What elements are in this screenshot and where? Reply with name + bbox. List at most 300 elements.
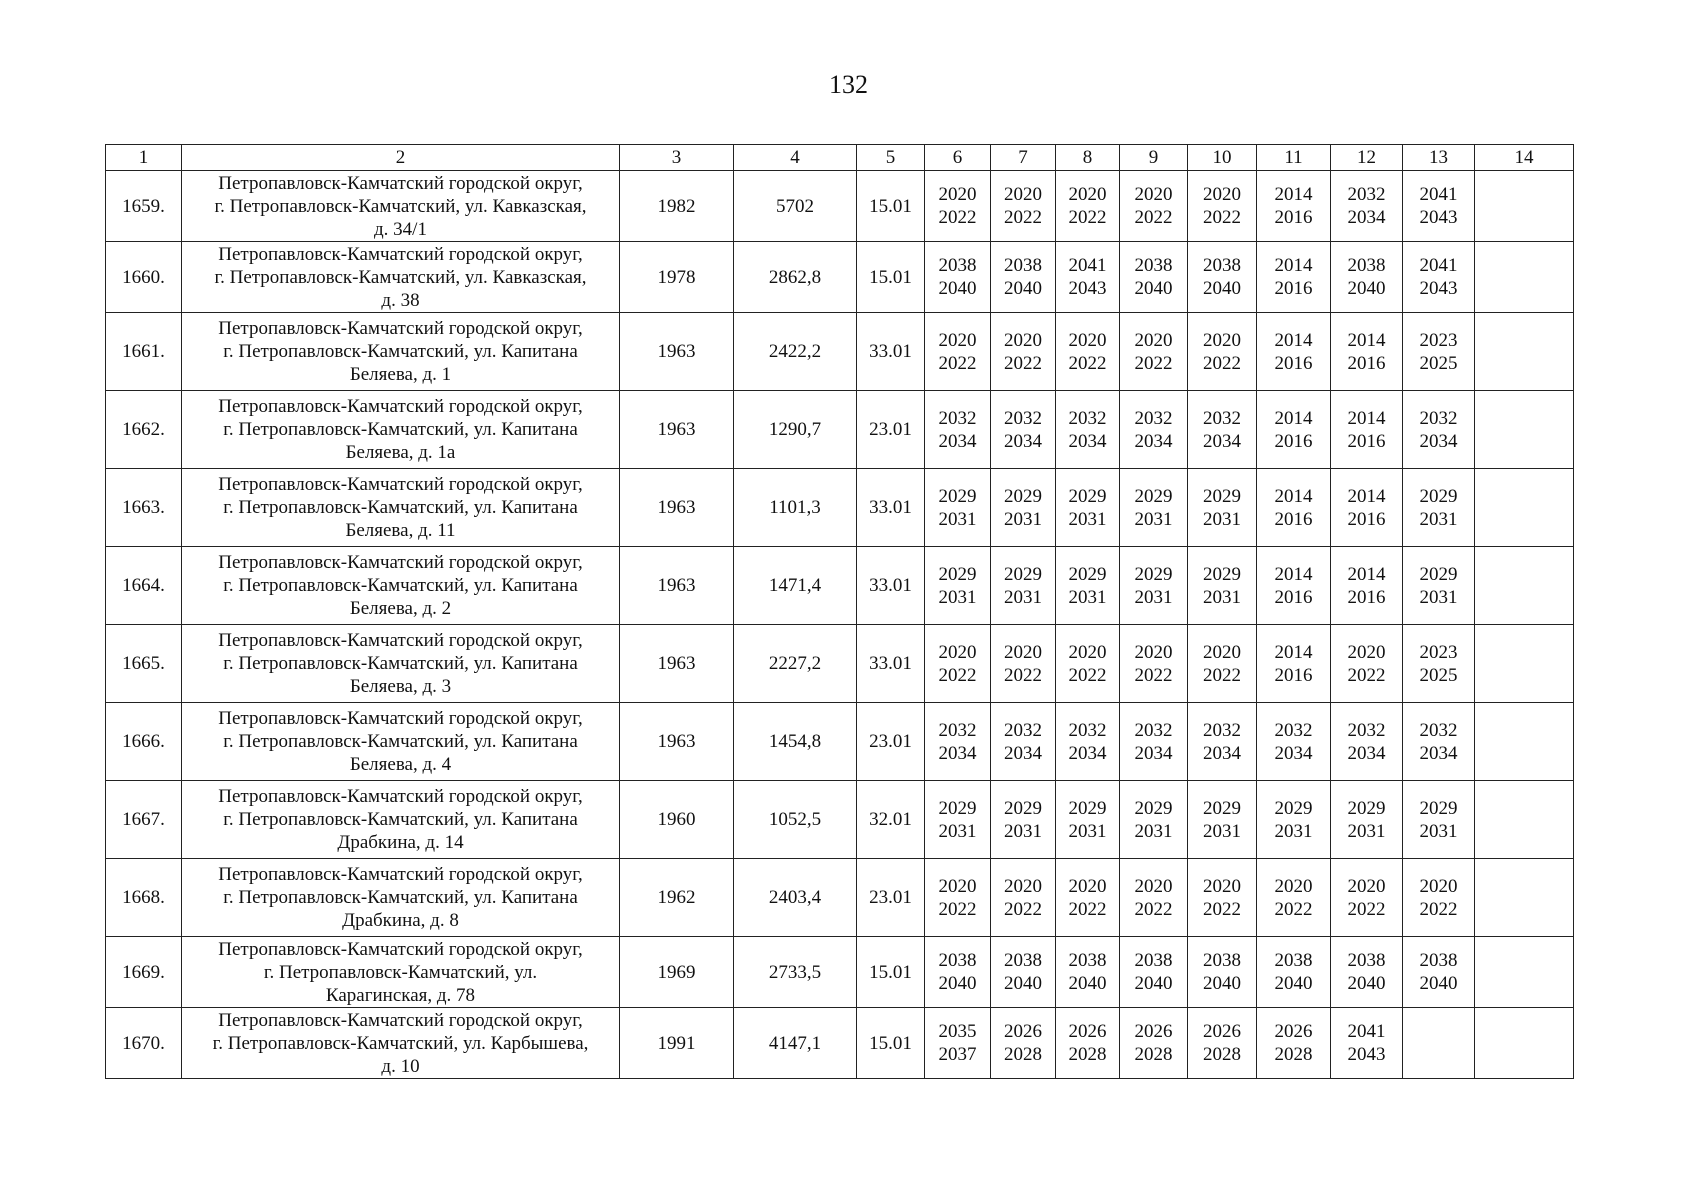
period-start: 2029 xyxy=(1347,797,1386,819)
period-start: 2023 xyxy=(1419,329,1458,351)
period-end: 2016 xyxy=(1274,664,1313,686)
column-header-2: 2 xyxy=(182,145,620,171)
period-start: 2014 xyxy=(1347,329,1386,351)
period-cell xyxy=(1056,703,1120,781)
address-line: г. Петропавловск-Камчатский, ул. Капитана xyxy=(223,653,578,674)
period-start: 2041 xyxy=(1347,1021,1386,1042)
year-cell: 1991 xyxy=(620,1008,734,1079)
column-header-11: 11 xyxy=(1257,145,1331,171)
period-cell xyxy=(1403,547,1475,625)
period-cell xyxy=(1331,171,1403,242)
row-number: 1662. xyxy=(106,391,182,469)
period-cell xyxy=(1403,242,1475,313)
period-end: 2022 xyxy=(1419,898,1458,920)
address-cell xyxy=(182,859,620,937)
period-cell xyxy=(1120,469,1188,547)
year-cell: 1960 xyxy=(620,781,734,859)
period-end: 2043 xyxy=(1068,278,1107,299)
period-cell xyxy=(1257,859,1331,937)
period-end: 2031 xyxy=(938,508,977,530)
address-cell xyxy=(182,625,620,703)
period-start: 2038 xyxy=(1419,950,1458,971)
period-end: 2040 xyxy=(1347,278,1386,299)
period-cell xyxy=(925,391,991,469)
address-cell xyxy=(182,937,620,1008)
table-row xyxy=(106,625,1574,703)
period-end: 2022 xyxy=(1134,352,1173,374)
period-cell xyxy=(925,703,991,781)
period-start: 2020 xyxy=(1274,875,1313,897)
period-cell xyxy=(1331,703,1403,781)
year-cell: 1963 xyxy=(620,547,734,625)
period-end: 2034 xyxy=(1134,742,1173,764)
period-cell xyxy=(991,625,1056,703)
period-end: 2031 xyxy=(1004,586,1042,608)
period-cell xyxy=(925,469,991,547)
address-line: Драбкина, д. 14 xyxy=(337,832,464,853)
period-start: 2014 xyxy=(1274,407,1313,429)
period-end: 2034 xyxy=(1347,742,1386,764)
period-cell xyxy=(991,1008,1056,1079)
column-header-1: 1 xyxy=(106,145,182,171)
period-start: 2041 xyxy=(1068,255,1107,276)
period-end: 2028 xyxy=(1203,1044,1241,1065)
code-cell: 15.01 xyxy=(857,937,925,1008)
period-start: 2020 xyxy=(1203,184,1241,205)
period-start: 2020 xyxy=(1004,875,1042,897)
period-cell xyxy=(1188,391,1257,469)
period-start: 2029 xyxy=(1004,485,1042,507)
col14-cell xyxy=(1475,469,1574,547)
period-end: 2028 xyxy=(1068,1044,1107,1065)
address-line: г. Петропавловск-Камчатский, ул. Капитана xyxy=(223,575,578,596)
address-line: Петропавловск-Камчатский городской округ, xyxy=(218,396,583,417)
column-header-14: 14 xyxy=(1475,145,1574,171)
period-start: 2029 xyxy=(1203,485,1241,507)
code-cell: 15.01 xyxy=(857,171,925,242)
period-end: 2022 xyxy=(1004,664,1042,686)
address-line: г. Петропавловск-Камчатский, ул. Капитана xyxy=(223,809,578,830)
period-start: 2029 xyxy=(1134,797,1173,819)
year-cell: 1978 xyxy=(620,242,734,313)
period-end: 2028 xyxy=(1274,1044,1313,1065)
period-cell xyxy=(925,1008,991,1079)
period-end: 2016 xyxy=(1274,430,1313,452)
period-start: 2029 xyxy=(1068,797,1107,819)
period-cell xyxy=(1331,781,1403,859)
period-start: 2029 xyxy=(1004,563,1042,585)
code-cell: 15.01 xyxy=(857,1008,925,1079)
period-cell xyxy=(1257,1008,1331,1079)
period-end: 2022 xyxy=(1004,207,1042,228)
period-cell xyxy=(1188,242,1257,313)
column-header-9: 9 xyxy=(1120,145,1188,171)
code-cell: 32.01 xyxy=(857,781,925,859)
table-row xyxy=(106,469,1574,547)
period-cell xyxy=(1257,171,1331,242)
row-number: 1664. xyxy=(106,547,182,625)
row-number: 1670. xyxy=(106,1008,182,1079)
period-cell xyxy=(1403,391,1475,469)
period-start: 2032 xyxy=(1203,719,1241,741)
period-cell xyxy=(1188,547,1257,625)
period-start: 2032 xyxy=(1068,407,1107,429)
row-number: 1669. xyxy=(106,937,182,1008)
period-start: 2020 xyxy=(1004,184,1042,205)
col14-cell xyxy=(1475,625,1574,703)
period-start: 2032 xyxy=(1419,407,1458,429)
period-cell xyxy=(1120,313,1188,391)
period-end: 2034 xyxy=(1203,742,1241,764)
area-cell: 2862,8 xyxy=(734,242,857,313)
code-cell: 15.01 xyxy=(857,242,925,313)
period-cell xyxy=(1056,171,1120,242)
period-cell xyxy=(1056,625,1120,703)
period-start: 2014 xyxy=(1274,329,1313,351)
period-cell xyxy=(1403,171,1475,242)
period-start: 2020 xyxy=(1203,329,1241,351)
period-end: 2028 xyxy=(1134,1044,1173,1065)
period-end: 2016 xyxy=(1274,207,1313,228)
period-start: 2029 xyxy=(938,563,977,585)
period-start: 2029 xyxy=(1004,797,1042,819)
table-row xyxy=(106,703,1574,781)
address-cell xyxy=(182,171,620,242)
table-row xyxy=(106,781,1574,859)
page-number: 132 xyxy=(829,70,868,99)
period-start: 2020 xyxy=(1068,641,1107,663)
period-end: 2040 xyxy=(1274,973,1313,994)
period-end: 2031 xyxy=(1203,820,1241,842)
area-cell: 1454,8 xyxy=(734,703,857,781)
address-line: Беляева, д. 4 xyxy=(349,754,452,775)
code-cell: 33.01 xyxy=(857,547,925,625)
period-cell xyxy=(1403,1008,1475,1079)
period-end: 2034 xyxy=(1004,742,1042,764)
column-header-5: 5 xyxy=(857,145,925,171)
period-end: 2025 xyxy=(1419,664,1458,686)
period-cell xyxy=(991,781,1056,859)
address-line: Петропавловск-Камчатский городской округ, xyxy=(218,708,583,729)
period-cell xyxy=(925,313,991,391)
area-cell: 2422,2 xyxy=(734,313,857,391)
period-start: 2032 xyxy=(1274,719,1313,741)
period-end: 2040 xyxy=(1134,278,1173,299)
year-cell: 1982 xyxy=(620,171,734,242)
period-end: 2031 xyxy=(938,820,977,842)
period-start: 2020 xyxy=(1004,641,1042,663)
period-cell xyxy=(925,171,991,242)
period-cell xyxy=(1257,625,1331,703)
period-start: 2026 xyxy=(1274,1021,1313,1042)
period-cell xyxy=(1056,859,1120,937)
period-start: 2029 xyxy=(1419,563,1458,585)
column-header-6: 6 xyxy=(925,145,991,171)
period-end: 2031 xyxy=(1274,820,1313,842)
period-end: 2034 xyxy=(1347,207,1386,228)
period-start: 2029 xyxy=(1203,797,1241,819)
period-end: 2034 xyxy=(1068,742,1107,764)
period-start: 2020 xyxy=(1203,875,1241,897)
period-end: 2031 xyxy=(1419,820,1458,842)
code-cell: 23.01 xyxy=(857,859,925,937)
period-cell xyxy=(1331,937,1403,1008)
period-end: 2040 xyxy=(938,973,977,994)
year-cell: 1962 xyxy=(620,859,734,937)
period-cell xyxy=(1331,1008,1403,1079)
period-start: 2020 xyxy=(1134,875,1173,897)
period-end: 2031 xyxy=(1134,586,1173,608)
period-cell xyxy=(925,937,991,1008)
period-cell xyxy=(1120,781,1188,859)
period-cell xyxy=(1056,469,1120,547)
period-start: 2026 xyxy=(1068,1021,1107,1042)
table-row xyxy=(106,547,1574,625)
area-cell: 5702 xyxy=(734,171,857,242)
period-end: 2022 xyxy=(1004,898,1042,920)
period-cell xyxy=(1403,469,1475,547)
col14-cell xyxy=(1475,859,1574,937)
period-start: 2032 xyxy=(1004,719,1042,741)
address-line: г. Петропавловск-Камчатский, ул. xyxy=(263,961,538,983)
address-line: Петропавловск-Камчатский городской округ, xyxy=(218,938,583,960)
period-start: 2029 xyxy=(938,797,977,819)
period-cell xyxy=(925,625,991,703)
area-cell: 1471,4 xyxy=(734,547,857,625)
period-end: 2022 xyxy=(1274,898,1313,920)
period-start: 2035 xyxy=(938,1021,977,1042)
period-start: 2020 xyxy=(1203,641,1241,663)
period-cell xyxy=(1331,859,1403,937)
period-start: 2014 xyxy=(1274,641,1313,663)
period-cell xyxy=(1257,242,1331,313)
address-cell xyxy=(182,781,620,859)
period-end: 2034 xyxy=(1134,430,1173,452)
period-end: 2022 xyxy=(938,664,977,686)
address-cell xyxy=(182,242,620,313)
period-start: 2020 xyxy=(1347,875,1386,897)
period-cell xyxy=(1188,625,1257,703)
period-cell xyxy=(1056,242,1120,313)
table-row xyxy=(106,242,1574,313)
period-start: 2032 xyxy=(1419,719,1458,741)
period-cell xyxy=(1056,391,1120,469)
period-cell xyxy=(1331,625,1403,703)
period-start: 2029 xyxy=(1134,563,1173,585)
period-cell xyxy=(1188,781,1257,859)
address-line: Петропавловск-Камчатский городской округ, xyxy=(218,172,583,194)
period-cell xyxy=(1403,625,1475,703)
period-end: 2040 xyxy=(1004,973,1042,994)
row-number: 1660. xyxy=(106,242,182,313)
period-cell xyxy=(991,391,1056,469)
period-end: 2034 xyxy=(938,742,977,764)
period-end: 2031 xyxy=(1419,508,1458,530)
period-start: 2020 xyxy=(938,329,977,351)
table-row xyxy=(106,313,1574,391)
period-start: 2014 xyxy=(1347,407,1386,429)
period-start: 2014 xyxy=(1274,255,1313,276)
area-cell: 2733,5 xyxy=(734,937,857,1008)
period-cell xyxy=(1188,469,1257,547)
period-end: 2040 xyxy=(938,278,977,299)
period-end: 2043 xyxy=(1347,1044,1386,1065)
period-start: 2038 xyxy=(938,950,977,971)
period-end: 2031 xyxy=(938,586,977,608)
period-end: 2022 xyxy=(1347,898,1386,920)
col14-cell xyxy=(1475,937,1574,1008)
period-start: 2020 xyxy=(1068,875,1107,897)
table-row xyxy=(106,1008,1574,1079)
address-line: Петропавловск-Камчатский городской округ, xyxy=(218,243,583,265)
period-cell xyxy=(925,547,991,625)
address-line: Беляева, д. 1а xyxy=(345,442,456,463)
period-start: 2032 xyxy=(1347,184,1386,205)
period-start: 2032 xyxy=(1347,719,1386,741)
period-cell xyxy=(1331,313,1403,391)
address-line: г. Петропавловск-Камчатский, ул. Капитана xyxy=(223,887,578,908)
period-cell xyxy=(1120,242,1188,313)
period-start: 2038 xyxy=(938,255,977,276)
period-end: 2034 xyxy=(1274,742,1313,764)
table-body xyxy=(106,171,1574,1079)
period-cell xyxy=(1056,781,1120,859)
period-end: 2016 xyxy=(1274,586,1313,608)
period-cell xyxy=(1257,781,1331,859)
period-start: 2032 xyxy=(1134,407,1173,429)
address-line: Беляева, д. 3 xyxy=(349,676,452,697)
period-end: 2034 xyxy=(1419,742,1458,764)
period-start: 2029 xyxy=(1068,485,1107,507)
period-end: 2022 xyxy=(938,352,977,374)
period-start: 2020 xyxy=(938,641,977,663)
area-cell: 1290,7 xyxy=(734,391,857,469)
address-line: г. Петропавловск-Камчатский, ул. Капитана xyxy=(223,497,578,518)
period-cell xyxy=(1331,242,1403,313)
period-cell xyxy=(1188,703,1257,781)
period-cell xyxy=(1056,1008,1120,1079)
year-cell: 1963 xyxy=(620,703,734,781)
period-end: 2031 xyxy=(1004,820,1042,842)
period-end: 2034 xyxy=(938,430,977,452)
row-number: 1666. xyxy=(106,703,182,781)
period-cell xyxy=(925,781,991,859)
period-end: 2031 xyxy=(1203,508,1241,530)
col14-cell xyxy=(1475,391,1574,469)
year-cell: 1963 xyxy=(620,391,734,469)
period-end: 2034 xyxy=(1419,430,1458,452)
period-end: 2040 xyxy=(1068,973,1107,994)
period-start: 2032 xyxy=(938,407,977,429)
address-cell xyxy=(182,469,620,547)
period-end: 2031 xyxy=(1068,508,1107,530)
period-cell xyxy=(991,313,1056,391)
period-cell xyxy=(991,242,1056,313)
address-cell xyxy=(182,547,620,625)
row-number: 1661. xyxy=(106,313,182,391)
column-header-8: 8 xyxy=(1056,145,1120,171)
period-start: 2038 xyxy=(1134,255,1173,276)
period-cell xyxy=(1188,1008,1257,1079)
register-table xyxy=(105,144,1574,1079)
period-start: 2032 xyxy=(1203,407,1241,429)
year-cell: 1963 xyxy=(620,469,734,547)
row-number: 1667. xyxy=(106,781,182,859)
period-start: 2029 xyxy=(1419,485,1458,507)
period-end: 2031 xyxy=(1134,820,1173,842)
area-cell: 1052,5 xyxy=(734,781,857,859)
period-start: 2032 xyxy=(1004,407,1042,429)
period-cell xyxy=(1120,937,1188,1008)
period-end: 2040 xyxy=(1004,278,1042,299)
address-line: Драбкина, д. 8 xyxy=(342,910,459,931)
period-cell xyxy=(1120,391,1188,469)
col14-cell xyxy=(1475,703,1574,781)
period-end: 2016 xyxy=(1347,508,1386,530)
period-end: 2016 xyxy=(1274,352,1313,374)
period-end: 2016 xyxy=(1347,352,1386,374)
period-start: 2026 xyxy=(1004,1021,1042,1042)
period-start: 2041 xyxy=(1419,255,1458,276)
code-cell: 33.01 xyxy=(857,313,925,391)
period-start: 2014 xyxy=(1347,563,1386,585)
period-cell xyxy=(1257,547,1331,625)
period-start: 2029 xyxy=(1203,563,1241,585)
period-start: 2038 xyxy=(1004,255,1042,276)
column-header-7: 7 xyxy=(991,145,1056,171)
period-start: 2020 xyxy=(1004,329,1042,351)
col14-cell xyxy=(1475,547,1574,625)
period-start: 2020 xyxy=(1134,641,1173,663)
period-cell xyxy=(1188,937,1257,1008)
period-start: 2020 xyxy=(938,184,977,205)
period-start: 2014 xyxy=(1274,485,1313,507)
year-cell: 1963 xyxy=(620,625,734,703)
address-line: Беляева, д. 11 xyxy=(345,520,456,541)
period-end: 2022 xyxy=(1203,352,1241,374)
period-end: 2016 xyxy=(1274,508,1313,530)
period-end: 2022 xyxy=(1134,898,1173,920)
period-end: 2022 xyxy=(1068,898,1107,920)
col14-cell xyxy=(1475,242,1574,313)
period-end: 2016 xyxy=(1274,278,1313,299)
period-cell xyxy=(1188,859,1257,937)
period-cell xyxy=(1120,171,1188,242)
period-cell xyxy=(1403,313,1475,391)
period-start: 2026 xyxy=(1203,1021,1241,1042)
col14-cell xyxy=(1475,313,1574,391)
period-end: 2043 xyxy=(1419,278,1458,299)
period-start: 2032 xyxy=(938,719,977,741)
address-line: г. Петропавловск-Камчатский, ул. Капитана xyxy=(223,419,578,440)
period-start: 2029 xyxy=(938,485,977,507)
period-start: 2026 xyxy=(1134,1021,1173,1042)
column-header-4: 4 xyxy=(734,145,857,171)
period-start: 2038 xyxy=(1004,950,1042,971)
period-start: 2038 xyxy=(1203,950,1241,971)
period-end: 2022 xyxy=(1068,207,1107,228)
row-number: 1665. xyxy=(106,625,182,703)
period-end: 2028 xyxy=(1004,1044,1042,1065)
period-cell xyxy=(1056,313,1120,391)
period-start: 2020 xyxy=(938,875,977,897)
address-line: д. 34/1 xyxy=(374,218,427,240)
period-cell xyxy=(991,171,1056,242)
address-line: д. 10 xyxy=(381,1055,420,1077)
period-start: 2020 xyxy=(1068,329,1107,351)
address-line: г. Петропавловск-Камчатский, ул. Капитана xyxy=(223,731,578,752)
period-start: 2029 xyxy=(1134,485,1173,507)
